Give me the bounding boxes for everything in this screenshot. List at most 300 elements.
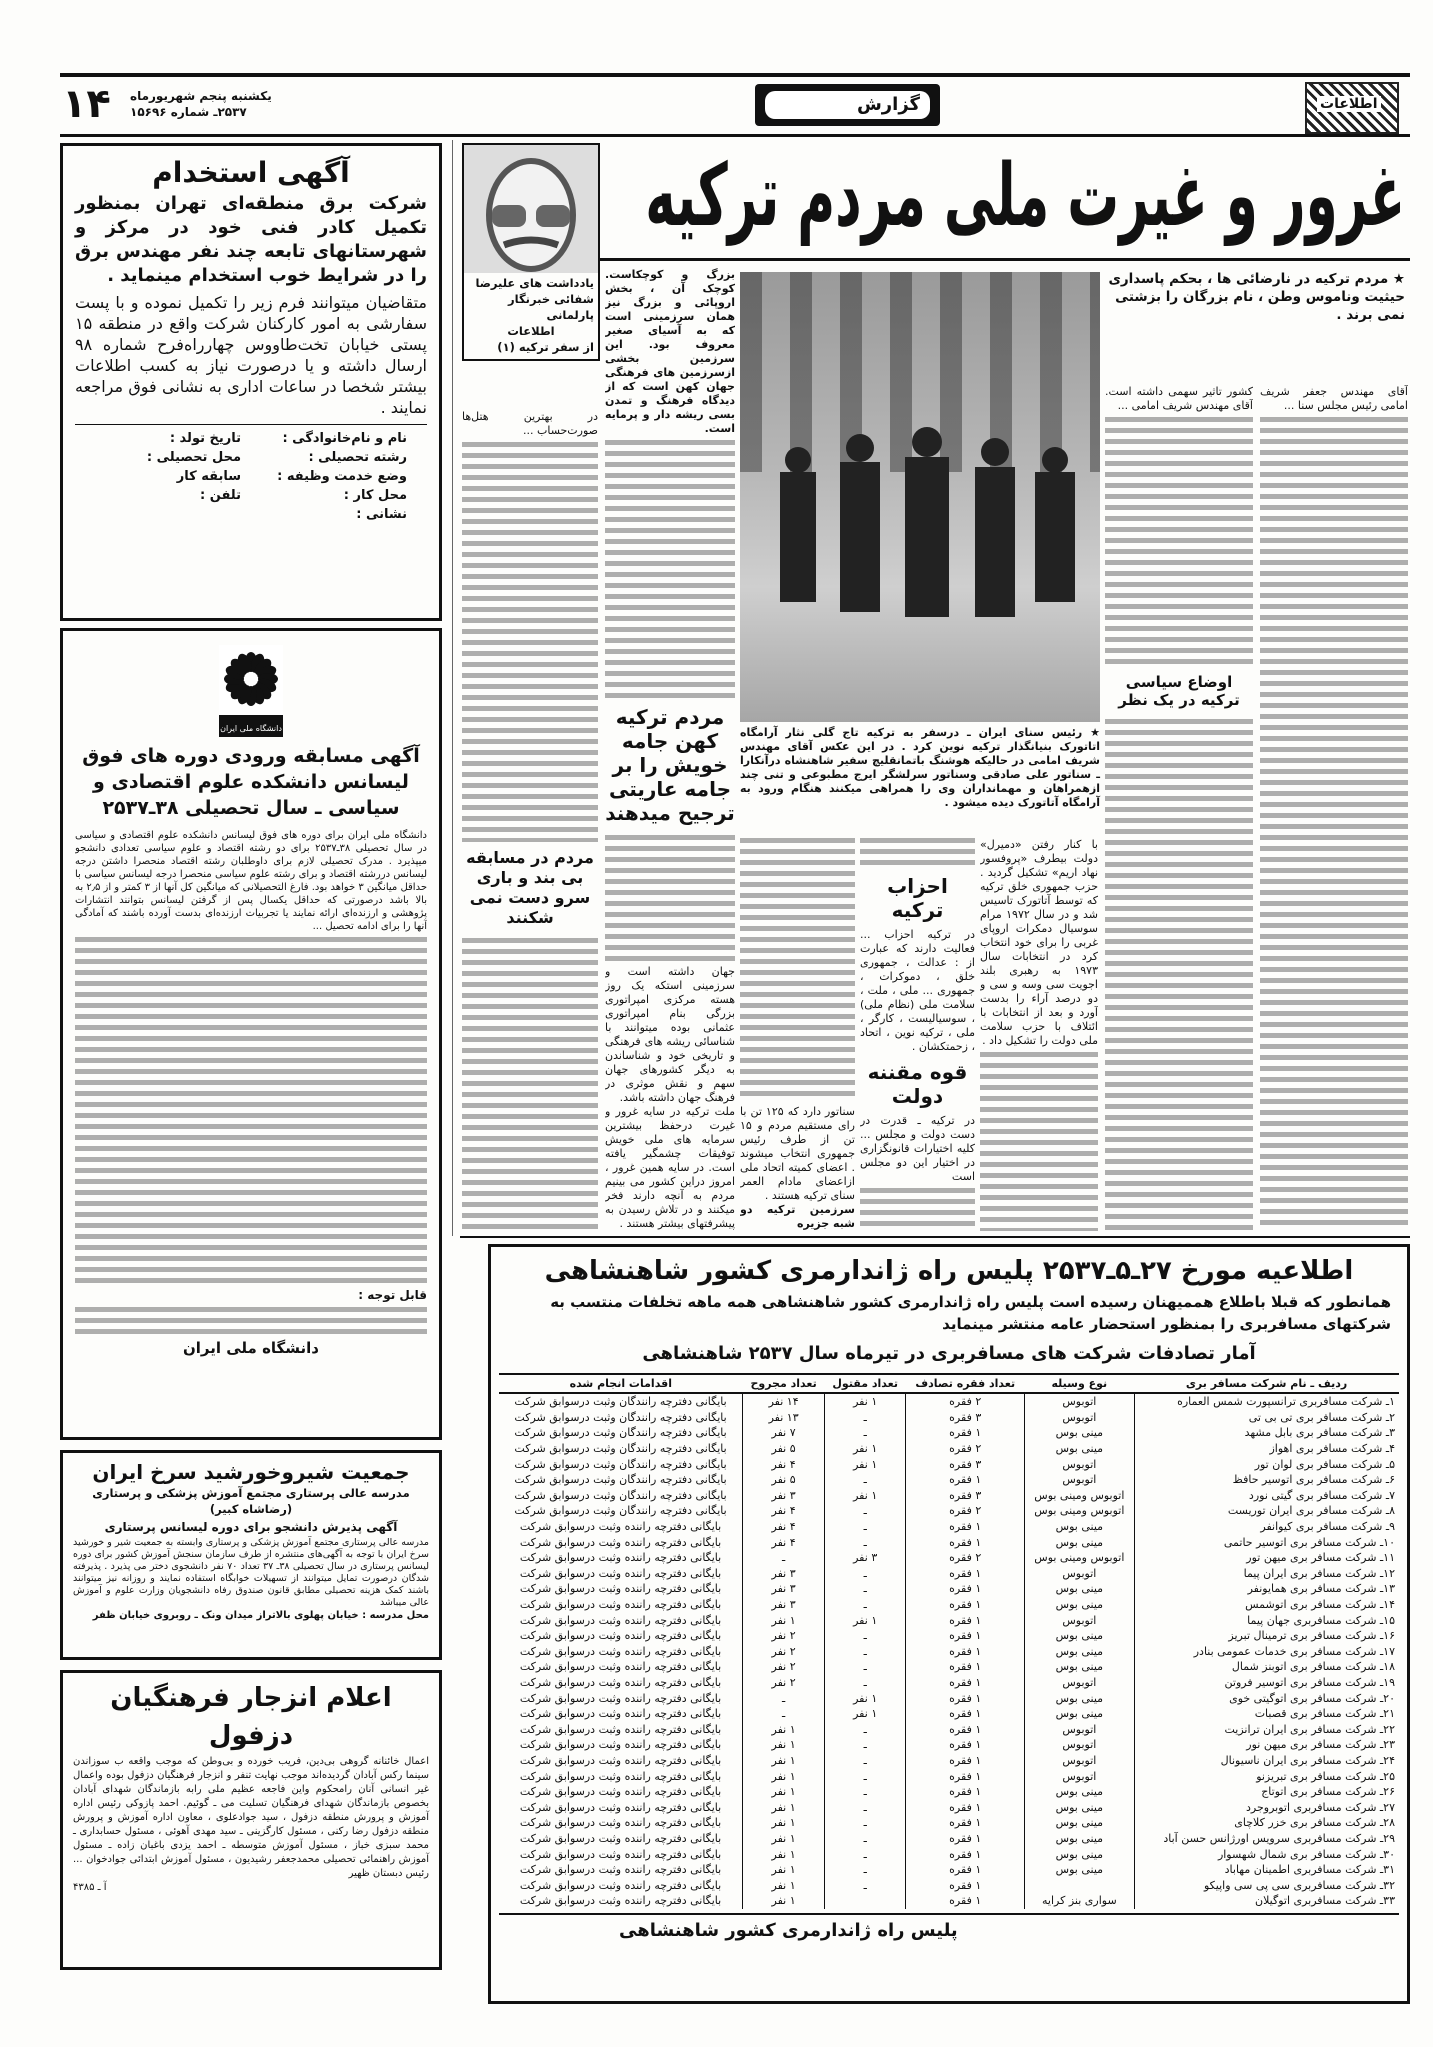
article-column — [1105, 385, 1253, 1231]
injured-count: ۱ نفر — [743, 1815, 825, 1831]
killed-count: ـ — [825, 1784, 906, 1800]
ad-body: متقاضیان میتوانند فرم زیر را تکمیل نموده و با پست سفارشی به امور کارکنان شرکت واقع در منطقه ۱۵ پستی خیابان تخت‌طاووس چهارراه‌فرح شماره ۹۸ ارسال داشته و یا درصورت نیاز به کسب اطلاعات بیشتر شخصا در ساعات اداری به نشانی فوق مراجعه نمایند . — [75, 292, 427, 425]
accident-count: ۱ فقره — [906, 1721, 1025, 1737]
notice-body: اعمال خائنانه گروهی بی‌دین، فریب خورده و بی‌وطن که موجب واقعه ب سوزاندن سینما رکس آبادان گردیده‌اند موجب نهایت تنفر و انزجار فرهنگیان دزفول بوده واعمال غیر انسانی آنان رامحکوم واین فاجعه عظیم ملی رابه بازماندگان شهدای آبادان بخصوص بازماندگان شهدای فرهنگیان تسلیت می ـ گوئیم. احمد پازوکی رئیس اداره آموزش و پرورش منطقه دزفول ، سید جوادعلوی ، معاون اداره آموزش و پرورش منطقه دزفول رضا رکنی ، مسئول کارگزینی ـ سید مهدی آهوئی ، مسئول حسابداری ـ محمد سبزی خباز ، مسئول آموزش متوسطه ـ احمد یزدی باغبان زاده ـ مسئول آموزش راهنمائی تحصیلی محمدجعفر رشیدیون ، مسئول آموزش ابتدائی جوادخوان ... رئیس دبستان ظهیر — [73, 1756, 429, 1879]
table-row — [499, 1581, 1399, 1597]
table-row — [499, 1737, 1399, 1753]
table-row — [499, 1706, 1399, 1722]
injured-count: ۳ نفر — [743, 1581, 825, 1597]
killed-count: ـ — [825, 1737, 906, 1753]
text-lines — [740, 838, 855, 1101]
table-row — [499, 1566, 1399, 1582]
table-row — [499, 1472, 1399, 1488]
injured-count: ۱۳ نفر — [743, 1410, 825, 1426]
accident-count: ۱ فقره — [906, 1472, 1025, 1488]
action-taken: بایگانی دفترچه راننده وثبت درسوابق شرکت — [519, 1535, 722, 1549]
form-field-label: محل کار : — [343, 488, 407, 503]
text-lines — [1260, 417, 1408, 1231]
table-title: آمار تصادفات شرکت های مسافربری در تیرماه سال ۲۵۳۷ شاهنشاهی — [642, 1343, 1256, 1364]
action-taken: بایگانی دفترچه راننده وثبت درسوابق شرکت — [519, 1675, 722, 1689]
company-name: ۱۸ـ شرکت مسافر بری اتوبنز شمال — [1134, 1659, 1399, 1675]
article-column — [605, 268, 735, 1231]
accident-count: ۱ فقره — [906, 1597, 1025, 1613]
ad-subtitle: مدرسه عالی پرستاری مجتمع آموزش پزشکی و پرستاری (رضاشاه کبیر) — [92, 1486, 410, 1516]
column-subhead: سرزمین ترکیه دو شبه جزیره — [740, 1203, 855, 1230]
action-taken: بایگانی دفترچه راننده وثبت درسوابق شرکت — [519, 1551, 722, 1565]
vehicle-type: اتوبوس — [1025, 1675, 1134, 1691]
company-name: ۳۱ـ شرکت مسافربری اطمینان مهاباد — [1134, 1862, 1399, 1878]
form-field-label: سابقه کار — [176, 469, 241, 484]
column-header: اقدامات انجام شده — [499, 1374, 743, 1393]
killed-count: ۱ نفر — [825, 1690, 906, 1706]
form-field-label: رشته تحصیلی : — [308, 450, 407, 465]
ad-title: آگهی استخدام — [152, 156, 350, 189]
accident-count: ۲ فقره — [906, 1503, 1025, 1519]
killed-count: ـ — [825, 1831, 906, 1847]
injured-count: ۱ نفر — [743, 1846, 825, 1862]
injured-count: ۷ نفر — [743, 1425, 825, 1441]
vehicle-type: مینی بوس — [1025, 1846, 1134, 1862]
vehicle-type: اتوبوس — [1025, 1472, 1134, 1488]
article-column — [462, 410, 598, 1231]
action-taken: بایگانی دفترچه راننده وثبت درسوابق شرکت — [519, 1894, 722, 1908]
article-column — [1260, 385, 1408, 1231]
date-text: یکشنبه پنجم شهریورماه — [130, 89, 272, 103]
column-header: ردیف ـ نام شرکت مسافر بری — [1134, 1374, 1399, 1393]
subhead: مردم در مسابقه بی بند و باری سرو دست نمی شکنند — [466, 848, 594, 927]
table-row — [499, 1877, 1399, 1893]
form-field-label: نام و نام‌خانوادگی : — [282, 431, 407, 446]
injured-count: ۲ نفر — [743, 1675, 825, 1691]
author-box — [462, 143, 600, 361]
injured-count: ـ — [743, 1690, 825, 1706]
killed-count: ۱ نفر — [825, 1456, 906, 1472]
form-field-label: تاریخ تولد : — [169, 431, 241, 446]
column-header: تعداد مقتول — [825, 1374, 906, 1393]
killed-count: ـ — [825, 1721, 906, 1737]
accident-count: ۱ فقره — [906, 1581, 1025, 1597]
issue-number: ۲۵۳۷ـ شماره ۱۵۶۹۶ — [130, 105, 247, 119]
accident-count: ۱ فقره — [906, 1644, 1025, 1660]
accident-count: ۱ فقره — [906, 1612, 1025, 1628]
article-column — [980, 838, 1098, 1231]
caption-line: از سفر ترکیه (۱) — [497, 340, 594, 354]
university-ad — [60, 628, 442, 1440]
notice-ref: آ ـ ۴۳۸۵ — [73, 1882, 107, 1893]
photo-caption: ★ رئیس سنای ایران ـ درسفر به ترکیه تاج گلی نثار آرامگاه اتاتورک بنیانگذار ترکیه نوین کرد . در این عکس آقای مهندس شریف امامی در حالیکه هوشنگ باتمانقلیچ سفیر شاهنشاه درآنکارا ـ سناتور علی صادقی وسناتور سرلشگر ایرج مطبوعی و تنی چند ازهمراهان و مهمانداران وی را همراهی میکنند هنگام ورود به آرامگاه آتاتورک دیده میشود . — [740, 726, 1100, 809]
injured-count: ۱ نفر — [743, 1877, 825, 1893]
vehicle-type: مینی بوس — [1025, 1628, 1134, 1644]
vehicle-type: مینی بوس — [1025, 1784, 1134, 1800]
company-name: ۳۰ـ شرکت مسافر بری شمال شهسوار — [1134, 1846, 1399, 1862]
form-field-label: وضع خدمت وظیفه : — [277, 469, 407, 484]
action-taken: بایگانی دفترچه راننده وثبت درسوابق شرکت — [519, 1816, 722, 1830]
accident-count: ۱ فقره — [906, 1877, 1025, 1893]
killed-count: ۱ نفر — [825, 1393, 906, 1410]
killed-count: ـ — [825, 1799, 906, 1815]
notice-title: اطلاعیه مورخ ۲۷ـ۵ـ۲۵۳۷ پلیس راه ژاندارمری کشور شاهنشاهی — [544, 1256, 1354, 1286]
accident-count: ۱ فقره — [906, 1566, 1025, 1582]
table-row — [499, 1488, 1399, 1504]
vehicle-type: مینی بوس — [1025, 1831, 1134, 1847]
accident-count: ۳ فقره — [906, 1488, 1025, 1504]
accident-count: ۱ فقره — [906, 1628, 1025, 1644]
vehicle-type: اتوبوس — [1025, 1456, 1134, 1472]
table-row — [499, 1612, 1399, 1628]
company-name: ۲ـ شرکت مسافر بری تی بی تی — [1134, 1410, 1399, 1426]
ad-title: آگهی مسابقه ورودی دوره های فوق لیسانس دانشکده علوم اقتصادی و سیاسی ـ سال تحصیلی ۳۸ـ۲۵۳۷ — [82, 745, 420, 819]
table-row — [499, 1628, 1399, 1644]
action-taken: بایگانی دفترچه راننده وثبت درسوابق شرکت — [519, 1660, 722, 1674]
action-taken: بایگانی دفترچه راننده وثبت درسوابق شرکت — [519, 1722, 722, 1736]
subhead: قوه مقننه دولت — [867, 1060, 968, 1108]
injured-count: ۵ نفر — [743, 1472, 825, 1488]
subhead: مردم ترکیه کهن جامه خویش را بر جامه عاریتی ترجیح میدهند — [605, 705, 735, 826]
column-text: بزرگ و کوچکاست. کوچک آن ، بخش اروپائی و بزرگ نیز همان سرزمینی است که به آسیای صغیر معروف بود. این سرزمین بخشی ازسرزمین های فرهنگی جهان کهن است که از دیدگاه فرهنگ و تمدن بسی ریشه دار و پرمایه است. — [605, 268, 735, 435]
company-name: ۱۶ـ شرکت مسافر بری ترمینال تبریز — [1134, 1628, 1399, 1644]
vehicle-type: اتوبوس — [1025, 1753, 1134, 1769]
dezful-notice — [60, 1670, 442, 1970]
company-name: ۶ـ شرکت مسافر بری اتوسیر حافظ — [1134, 1472, 1399, 1488]
column-text: با کنار رفتن «دمیرل» دولت بیطرف «پروفسور نهاد اریم» تشکیل گردید . حزب جمهوری خلق ترکیه که توسط آتاتورک تاسیس شد و در سال ۱۹۷۲ مرام سوسیال دمکرات اروپای غربی را برای خود انتخاب کرد در انتخابات سال ۱۹۷۳ به رهبری بلند اجویت سی وسه و سی و دو درصد آراء را بدست آورد و بعد از انتخابات با ائتلاف با حزب سلامت ملی دولت را تشکیل داد . — [980, 838, 1098, 1047]
table-row — [499, 1456, 1399, 1472]
action-taken: بایگانی دفترچه راننده وثبت درسوابق شرکت — [519, 1738, 722, 1752]
company-name: ۲۹ـ شرکت مسافربری سرویس اورژانس حسن آباد — [1134, 1831, 1399, 1847]
vehicle-type: مینی بوس — [1025, 1581, 1134, 1597]
company-name: ۸ـ شرکت مسافر بری ایران توریست — [1134, 1503, 1399, 1519]
column-header: تعداد مجروح — [743, 1374, 825, 1393]
action-taken: بایگانی دفترچه راننده وثبت درسوابق شرکت — [519, 1831, 722, 1845]
table-row — [499, 1784, 1399, 1800]
company-name: ۱۵ـ شرکت مسافربری جهان پیما — [1134, 1612, 1399, 1628]
vehicle-type: اتوبوس — [1025, 1566, 1134, 1582]
ad-intro: شرکت برق منطقه‌ای تهران بمنظور تکمیل کادر فنی خود در مرکز و شهرستانهای تابعه چند نفر مهندس برق را در شرایط خوب استخدام مینماید . — [75, 193, 427, 286]
table-row — [499, 1768, 1399, 1784]
vehicle-type: اتوبوس — [1025, 1768, 1134, 1784]
injured-count: ۳ نفر — [743, 1566, 825, 1582]
table-row — [499, 1721, 1399, 1737]
article-column — [740, 838, 855, 1231]
accident-count: ۱ فقره — [906, 1862, 1025, 1878]
table-row — [499, 1753, 1399, 1769]
application-form — [75, 429, 427, 524]
table-row — [499, 1893, 1399, 1909]
ad-address: محل مدرسه : خیابان پهلوی بالاتراز میدان ونک ـ روبروی خیابان ظفر — [92, 1610, 429, 1621]
killed-count: ـ — [825, 1472, 906, 1488]
ad-body: مدرسه عالی پرستاری مجتمع آموزش پزشکی و پرستاری وابسته به جمعیت شیر و خورشید سرخ ایران با توجه به آگهی‌های منتشره از طرف سازمان سنجش آموزش کشور برای دوره لیسانس پرستاری در سال تحصیلی ۳۸ـ ۳۷ تعداد ۷۰ نفر دانشجوی دختر می پذیرد . پذیرفته شدگان درصورت تمایل میتوانند از تسهیلات خوابگاه استفاده نمایند و روزانه نیز میتوانند باشند کمک هزینه تحصیلی مطابق قانون صندوق رفاه دانشجویان وزارت علوم و آموزش عالی میباشد — [73, 1537, 430, 1608]
company-name: ۲۵ـ شرکت مسافر بری تبریزنو — [1134, 1768, 1399, 1784]
article-lead: ★ مردم ترکیه در نارضائی ها ، بحکم پاسداری حیثیت وناموس وطن ، نام بزرگان را بزشتی نمی برند . — [1108, 271, 1405, 323]
action-taken: بایگانی دفترچه راننده وثبت درسوابق شرکت — [519, 1691, 722, 1705]
ad-body: دانشگاه ملی ایران برای دوره های فوق لیسانس دانشکده علوم اقتصادی و سیاسی در سال تحصیلی ۳۸ـ۲۵۳۷ برای دو رشته اقتصاد و علوم سیاسی تعدادی دانشجو میپذیرد . مدرک تحصیلی لازم برای داوطلبان رشته اقتصاد منحصرا داشتن درجه لیسانس دررشته اقتصاد و برای رشته علوم سیاسی منحصرا درجه لیسانس سیاسی با حداقل میانگین ۳ خواهد بود. فارغ التحصیلانی که میانگین کل آنها از ۳ کمتر و از ۲٫۵ به بالا باشد درصورتی که حداقل یکسال پس از گرفتن لیسانس بتوانند انتشارات پژوهشی و ارزنده‌ای ارائه نمایند یا تجربیات ارزنده‌ای بدست آورده باشند که آمادگی آنها را برای ادامه تحصیل ... — [75, 830, 427, 932]
killed-count: ـ — [825, 1503, 906, 1519]
headline-container — [640, 140, 1410, 252]
action-taken: بایگانی دفترچه راننده وثبت درسوابق شرکت — [519, 1863, 722, 1877]
injured-count: ۴ نفر — [743, 1456, 825, 1472]
injured-count: ۱ نفر — [743, 1721, 825, 1737]
table-row — [499, 1831, 1399, 1847]
injured-count: ۴ نفر — [743, 1503, 825, 1519]
action-taken: بایگانی دفترچه راننده وثبت درسوابق شرکت — [519, 1769, 722, 1783]
form-field-label: تلفن : — [200, 488, 241, 503]
accident-count: ۱ فقره — [906, 1784, 1025, 1800]
killed-count: ـ — [825, 1815, 906, 1831]
action-taken: بایگانی دفترچه راننده وثبت درسوابق شرکت — [519, 1613, 722, 1627]
company-name: ۲۰ـ شرکت مسافر بری اتوگیتی خوی — [1134, 1690, 1399, 1706]
injured-count: ۱۴ نفر — [743, 1393, 825, 1410]
company-name: ۲۲ـ شرکت مسافر بری ایران ترانزیت — [1134, 1721, 1399, 1737]
vehicle-type: اتوبوس — [1025, 1393, 1134, 1410]
university-logo — [219, 645, 283, 737]
injured-count: ـ — [743, 1706, 825, 1722]
logo-caption: دانشگاه ملی ایران — [220, 724, 282, 733]
ad-heading: آگهی پذیرش دانشجو برای دوره لیسانس پرستاری — [104, 1520, 398, 1534]
vehicle-type: مینی بوس — [1025, 1799, 1134, 1815]
table-row — [499, 1393, 1399, 1410]
text-lines — [860, 1188, 975, 1231]
action-taken: بایگانی دفترچه رانندگان وثبت درسوابق شرکت — [514, 1442, 727, 1456]
table-row — [499, 1597, 1399, 1613]
injured-count: ۴ نفر — [743, 1519, 825, 1535]
company-name: ۲۴ـ شرکت مسافر بری ایران ناسیونال — [1134, 1753, 1399, 1769]
text-lines — [462, 938, 598, 1231]
accident-count: ۱ فقره — [906, 1815, 1025, 1831]
killed-count: ـ — [825, 1659, 906, 1675]
ad-title: جمعیت شیروخورشید سرخ ایران — [92, 1460, 410, 1484]
article-column — [860, 838, 975, 1231]
table-row — [499, 1534, 1399, 1550]
column-text: کشور تاثیر سهمی داشته است. آقای مهندس شریف امامی ... — [1105, 385, 1253, 412]
action-taken: بایگانی دفترچه راننده وثبت درسوابق شرکت — [519, 1800, 722, 1814]
text-lines — [605, 835, 735, 965]
vehicle-type: مینی بوس — [1025, 1815, 1134, 1831]
injured-count: ۱ نفر — [743, 1768, 825, 1784]
killed-count: ۱ نفر — [825, 1612, 906, 1628]
action-taken: بایگانی دفترچه رانندگان وثبت درسوابق شرکت — [514, 1457, 727, 1471]
caption-line: اطلاعات — [507, 324, 555, 338]
company-name: ۲۸ـ شرکت مسافر بری خزر کلاچای — [1134, 1815, 1399, 1831]
police-notice — [488, 1244, 1410, 2004]
killed-count: ـ — [825, 1425, 906, 1441]
table-row — [499, 1503, 1399, 1519]
vehicle-type: اتوبوس — [1025, 1410, 1134, 1426]
author-caption — [464, 273, 598, 357]
accident-count: ۱ فقره — [906, 1831, 1025, 1847]
injured-count: ۱ نفر — [743, 1799, 825, 1815]
company-name: ۲۷ـ شرکت مسافربری اتوبروجرد — [1134, 1799, 1399, 1815]
vehicle-type: سواری بنز کرایه — [1025, 1893, 1134, 1909]
killed-count: ـ — [825, 1410, 906, 1426]
company-name: ۱۹ـ شرکت مسافر بری اتوسیر فروتن — [1134, 1675, 1399, 1691]
notice-signature: پلیس راه ژاندارمری کشور شاهنشاهی — [619, 1919, 958, 1941]
accident-count: ۱ فقره — [906, 1706, 1025, 1722]
text-lines — [860, 838, 975, 868]
injured-count: ۱ نفر — [743, 1753, 825, 1769]
text-lines — [1105, 719, 1253, 1231]
action-taken: بایگانی دفترچه راننده وثبت درسوابق شرکت — [519, 1707, 722, 1721]
accident-count: ۱ فقره — [906, 1799, 1025, 1815]
table-row — [499, 1862, 1399, 1878]
killed-count: ـ — [825, 1644, 906, 1660]
notice-intro: همانطور که قبلا باطلاع هممیهنان رسیده است پلیس راه ژاندارمری کشور شاهنشاهی همه ماهه تخلفات منتسب به شرکتهای مسافربری را بمنظور استحضار عامه منتشر مینماید — [550, 1293, 1391, 1333]
masthead-rule — [60, 134, 1410, 137]
column-text: آقای مهندس جعفر شریف امامی رئیس مجلس سنا ... — [1260, 385, 1408, 412]
column-header: تعداد فقره تصادف — [906, 1374, 1025, 1393]
injured-count: ۲ نفر — [743, 1644, 825, 1660]
injured-count: ۳ نفر — [743, 1488, 825, 1504]
caption-line: یادداشت های علیرضا — [475, 276, 594, 290]
accident-count: ۱ فقره — [906, 1893, 1025, 1909]
page-number: ۱۴ — [62, 81, 111, 127]
column-text: جهان داشته است و سرزمینی استکه یک روز هسته مرکزی امپراتوری بزرگی بنام امپراتوری عثمانی بوده میتوانند با شناسائی ریشه های فرهنگی و تاریخی خود و شناساندن به دیگر کشورهای جهان سهم و نقش موثری در فرهنگ جهان داشته باشد. — [605, 965, 735, 1104]
table-row — [499, 1675, 1399, 1691]
company-name: ۱۴ـ شرکت مسافر بری اتوشمس — [1134, 1597, 1399, 1613]
accident-count: ۳ فقره — [906, 1456, 1025, 1472]
accident-count: ۲ فقره — [906, 1550, 1025, 1566]
killed-count: ـ — [825, 1566, 906, 1582]
company-name: ۱۳ـ شرکت مسافر بری همایونفر — [1134, 1581, 1399, 1597]
table-header-row — [499, 1374, 1399, 1393]
company-name: ۱۰ـ شرکت مسافر بری اتوسیر حاتمی — [1134, 1534, 1399, 1550]
company-name: ۱۱ـ شرکت مسافر بری میهن تور — [1134, 1550, 1399, 1566]
article-bottom-rule — [460, 1236, 1410, 1238]
vehicle-type: مینی بوس — [1025, 1862, 1134, 1878]
action-taken: بایگانی دفترچه رانندگان وثبت درسوابق شرکت — [514, 1410, 727, 1424]
action-taken: بایگانی دفترچه راننده وثبت درسوابق شرکت — [519, 1785, 722, 1799]
table-row — [499, 1425, 1399, 1441]
headline: غرور و غیرت ملی مردم ترکیه — [645, 146, 1405, 246]
accident-count: ۲ فقره — [906, 1441, 1025, 1457]
headline-rule — [600, 258, 1410, 261]
company-name: ۵ـ شرکت مسافر بری لوان تور — [1134, 1456, 1399, 1472]
red-lion-ad — [60, 1450, 442, 1660]
vehicle-type: مینی بوس — [1025, 1659, 1134, 1675]
action-taken: بایگانی دفترچه راننده وثبت درسوابق شرکت — [519, 1598, 722, 1612]
company-name: ۳ـ شرکت مسافر بری بابل مشهد — [1134, 1425, 1399, 1441]
injured-count: ۱ نفر — [743, 1831, 825, 1847]
vehicle-type: مینی بوس — [1025, 1425, 1134, 1441]
action-taken: بایگانی دفترچه راننده وثبت درسوابق شرکت — [519, 1520, 722, 1534]
accident-count: ۱ فقره — [906, 1534, 1025, 1550]
ad-signature: دانشگاه ملی ایران — [182, 1339, 320, 1357]
table-row — [499, 1846, 1399, 1862]
accident-count: ۱ فقره — [906, 1425, 1025, 1441]
accident-count: ۱ فقره — [906, 1690, 1025, 1706]
column-text: در ترکیه احزاب ... فعالیت دارند که عبارت از : عدالت ، جمهوری خلق ، دموکرات ، جمهوری ... ملی ، ملت ، سلامت ملی (نظام ملی) ، سوسیالیست ، کارگر ، ملی ، ترکیه نوین ، اتحاد ، زحمتکشان . — [860, 928, 975, 1053]
date-line — [130, 88, 280, 120]
text-lines — [75, 937, 427, 1283]
vehicle-type: اتوبوس — [1025, 1721, 1134, 1737]
action-taken: بایگانی دفترچه رانندگان وثبت درسوابق شرکت — [514, 1395, 727, 1409]
column-header: نوع وسیله — [1025, 1374, 1134, 1393]
subhead: احزاب ترکیه — [887, 874, 948, 922]
company-name: ۱۲ـ شرکت مسافر بری ایران پیما — [1134, 1566, 1399, 1582]
table-row — [499, 1644, 1399, 1660]
killed-count: ـ — [825, 1846, 906, 1862]
killed-count: ۳ نفر — [825, 1550, 906, 1566]
action-taken: بایگانی دفترچه رانندگان وثبت درسوابق شرکت — [514, 1426, 727, 1440]
accident-count: ۱ فقره — [906, 1659, 1025, 1675]
killed-count: ـ — [825, 1675, 906, 1691]
column-divider — [452, 140, 453, 1236]
vehicle-type: مینی بوس — [1025, 1690, 1134, 1706]
action-taken: بایگانی دفترچه رانندگان وثبت درسوابق شرکت — [514, 1473, 727, 1487]
author-portrait — [464, 145, 598, 273]
accident-statistics-table — [499, 1373, 1399, 1909]
action-taken: بایگانی دفترچه رانندگان وثبت درسوابق شرکت — [514, 1504, 727, 1518]
injured-count: ۲ نفر — [743, 1659, 825, 1675]
action-taken: بایگانی دفترچه راننده وثبت درسوابق شرکت — [519, 1847, 722, 1861]
vehicle-type: مینی بوس — [1025, 1441, 1134, 1457]
injured-count: ۱ نفر — [743, 1737, 825, 1753]
company-name: ۲۶ـ شرکت مسافر بری اتوتاج — [1134, 1784, 1399, 1800]
text-lines — [462, 442, 598, 842]
killed-count: ـ — [825, 1862, 906, 1878]
company-name: ۴ـ شرکت مسافر بری اهواز — [1134, 1441, 1399, 1457]
injured-count: ۲ نفر — [743, 1628, 825, 1644]
vehicle-type: اتوبوس — [1025, 1737, 1134, 1753]
injured-count: ۱ نفر — [743, 1893, 825, 1909]
action-taken: بایگانی دفترچه راننده وثبت درسوابق شرکت — [519, 1644, 722, 1658]
injured-count: ۳ نفر — [743, 1597, 825, 1613]
table-row — [499, 1815, 1399, 1831]
form-field-label: نشانی : — [356, 507, 407, 522]
text-lines — [605, 440, 735, 699]
injured-count: ۱ نفر — [743, 1784, 825, 1800]
vehicle-type: مینی بوس — [1025, 1519, 1134, 1535]
column-text: در ترکیه ـ قدرت در دست دولت و مجلس ... کلیه اختیارات قانونگزاری در اختیار این دو مجلس است — [860, 1114, 975, 1183]
action-taken: بایگانی دفترچه راننده وثبت درسوابق شرکت — [519, 1566, 722, 1580]
delegation-figures — [740, 272, 1100, 722]
injured-count: ۱ نفر — [743, 1862, 825, 1878]
employment-ad — [60, 143, 442, 621]
text-lines — [980, 1052, 1098, 1231]
injured-count: ۴ نفر — [743, 1534, 825, 1550]
company-name: ۱ـ شرکت مسافربری ترانسپورت شمس العماره — [1134, 1393, 1399, 1410]
killed-count: ۱ نفر — [825, 1488, 906, 1504]
ad-body-column — [75, 829, 427, 1359]
column-text: ملت ترکیه در سایه غرور و غیرت درحفظ بیشترین سرمایه های ملی خویش توفیقات چشمگیر یافته است. در سایه همین غرور ، امروز دراین کشور می بینیم مردم به آنچه دارند فخر میکنند و در تلاش رسیدن به پیشرفتهای بیشتر هستند . — [605, 1105, 735, 1230]
top-rule — [60, 73, 1410, 77]
table-row — [499, 1799, 1399, 1815]
vehicle-type: اتوبوس ومینی بوس — [1025, 1550, 1134, 1566]
text-lines — [75, 1307, 427, 1337]
vehicle-type: اتوبوس ومینی بوس — [1025, 1503, 1134, 1519]
killed-count: ـ — [825, 1597, 906, 1613]
killed-count: ـ — [825, 1753, 906, 1769]
table-row — [499, 1690, 1399, 1706]
injured-count: ـ — [743, 1550, 825, 1566]
flower-emblem-icon — [219, 645, 283, 715]
company-name: ۱۷ـ شرکت مسافر بری خدمات عمومی بنادر — [1134, 1644, 1399, 1660]
vehicle-type: مینی بوس — [1025, 1534, 1134, 1550]
accident-count: ۲ فقره — [906, 1393, 1025, 1410]
table-row — [499, 1410, 1399, 1426]
accident-count: ۱ فقره — [906, 1768, 1025, 1784]
killed-count: ۱ نفر — [825, 1441, 906, 1457]
vehicle-type: اتوبوس — [1025, 1612, 1134, 1628]
table-row — [499, 1659, 1399, 1675]
table-row — [499, 1550, 1399, 1566]
action-taken: بایگانی دفترچه رانندگان وثبت درسوابق شرکت — [514, 1488, 727, 1502]
section-label-box — [755, 84, 940, 126]
accident-count: ۳ فقره — [906, 1410, 1025, 1426]
killed-count: ۱ نفر — [825, 1706, 906, 1722]
company-name: ۹ـ شرکت مسافر بری کیوانفر — [1134, 1519, 1399, 1535]
column-text: در بهترین هتل‌ها صورت‌حساب ... — [462, 410, 598, 437]
killed-count: ـ — [825, 1519, 906, 1535]
action-taken: بایگانی دفترچه راننده وثبت درسوابق شرکت — [519, 1753, 722, 1767]
